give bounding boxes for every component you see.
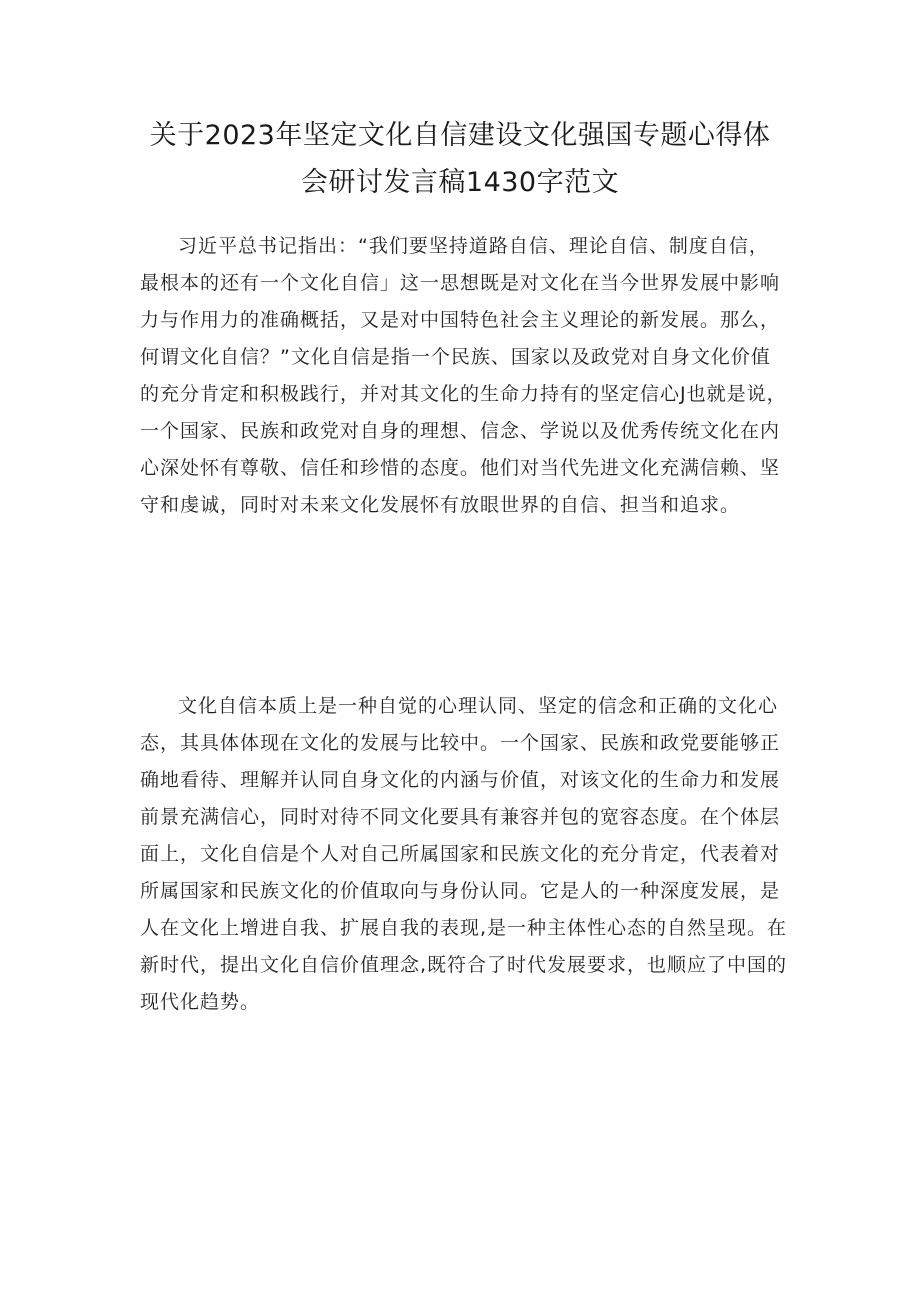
paragraph-2 [140,688,790,1021]
paragraph-line: 最根本的还有一个文化自信」这一思想既是对文化在当今世界发展中影响 [140,272,781,294]
paragraph-line: 态，其具体体现在文化的发展与比较中。一个国家、民族和政党要能够正 [140,732,781,754]
paragraph-line: 前景充满信心，同时对待不同文化要具有兼容并包的宽容态度。在个体层 [140,806,781,828]
title-line: 会研讨发言稿1430字范文 [300,167,620,198]
paragraph-line: 心深处怀有尊敬、信任和珍惜的态度。他们对当代先进文化充满信赖、坚 [140,457,781,479]
paragraph-line: 一个国家、民族和政党对自身的理想、信念、学说以及优秀传统文化在内 [140,420,781,442]
paragraph-line: 何谓文化自信？”文化自信是指一个民族、国家以及政党对自身文化价值 [140,346,771,368]
paragraph-line: 确地看待、理解并认同自身文化的内涵与价值，对该文化的生命力和发展 [140,769,781,791]
paragraph-line: 所属国家和民族文化的价值取向与身份认同。它是人的一种深度发展，是 [140,880,781,902]
paragraph-line: 现代化趋势。 [140,991,261,1013]
paragraph-line: 文化自信本质上是一种自觉的心理认同、坚定的信念和正确的文化心 [178,695,779,717]
paragraph-line: 人在文化上增进自我、扩展自我的表现,是一种主体性心态的自然呈现。在 [140,917,788,939]
paragraph-line: 的充分肯定和积极践行，并对其文化的生命力持有的坚定信心J也就是说， [140,383,787,405]
paragraph-1 [140,228,790,524]
title-line: 关于2023年坚定文化自信建设文化强国专题心得体 [149,120,771,151]
paragraph-line: 力与作用力的准确概括，又是对中国特色社会主义理论的新发展。那么， [140,309,781,331]
paragraph-line: 新时代，提出文化自信价值理念,既符合了时代发展要求，也顺应了中国的 [140,954,788,976]
paragraph-line: 守和虔诚，同时对未来文化发展怀有放眼世界的自信、担当和追求。 [140,494,741,516]
paragraph-line: 面上，文化自信是个人对自己所属国家和民族文化的充分肯定，代表着对 [140,843,781,865]
document-title [100,112,820,206]
paragraph-line: 习近平总书记指出：“我们要坚持道路自信、理论自信、制度自信， [178,235,769,257]
